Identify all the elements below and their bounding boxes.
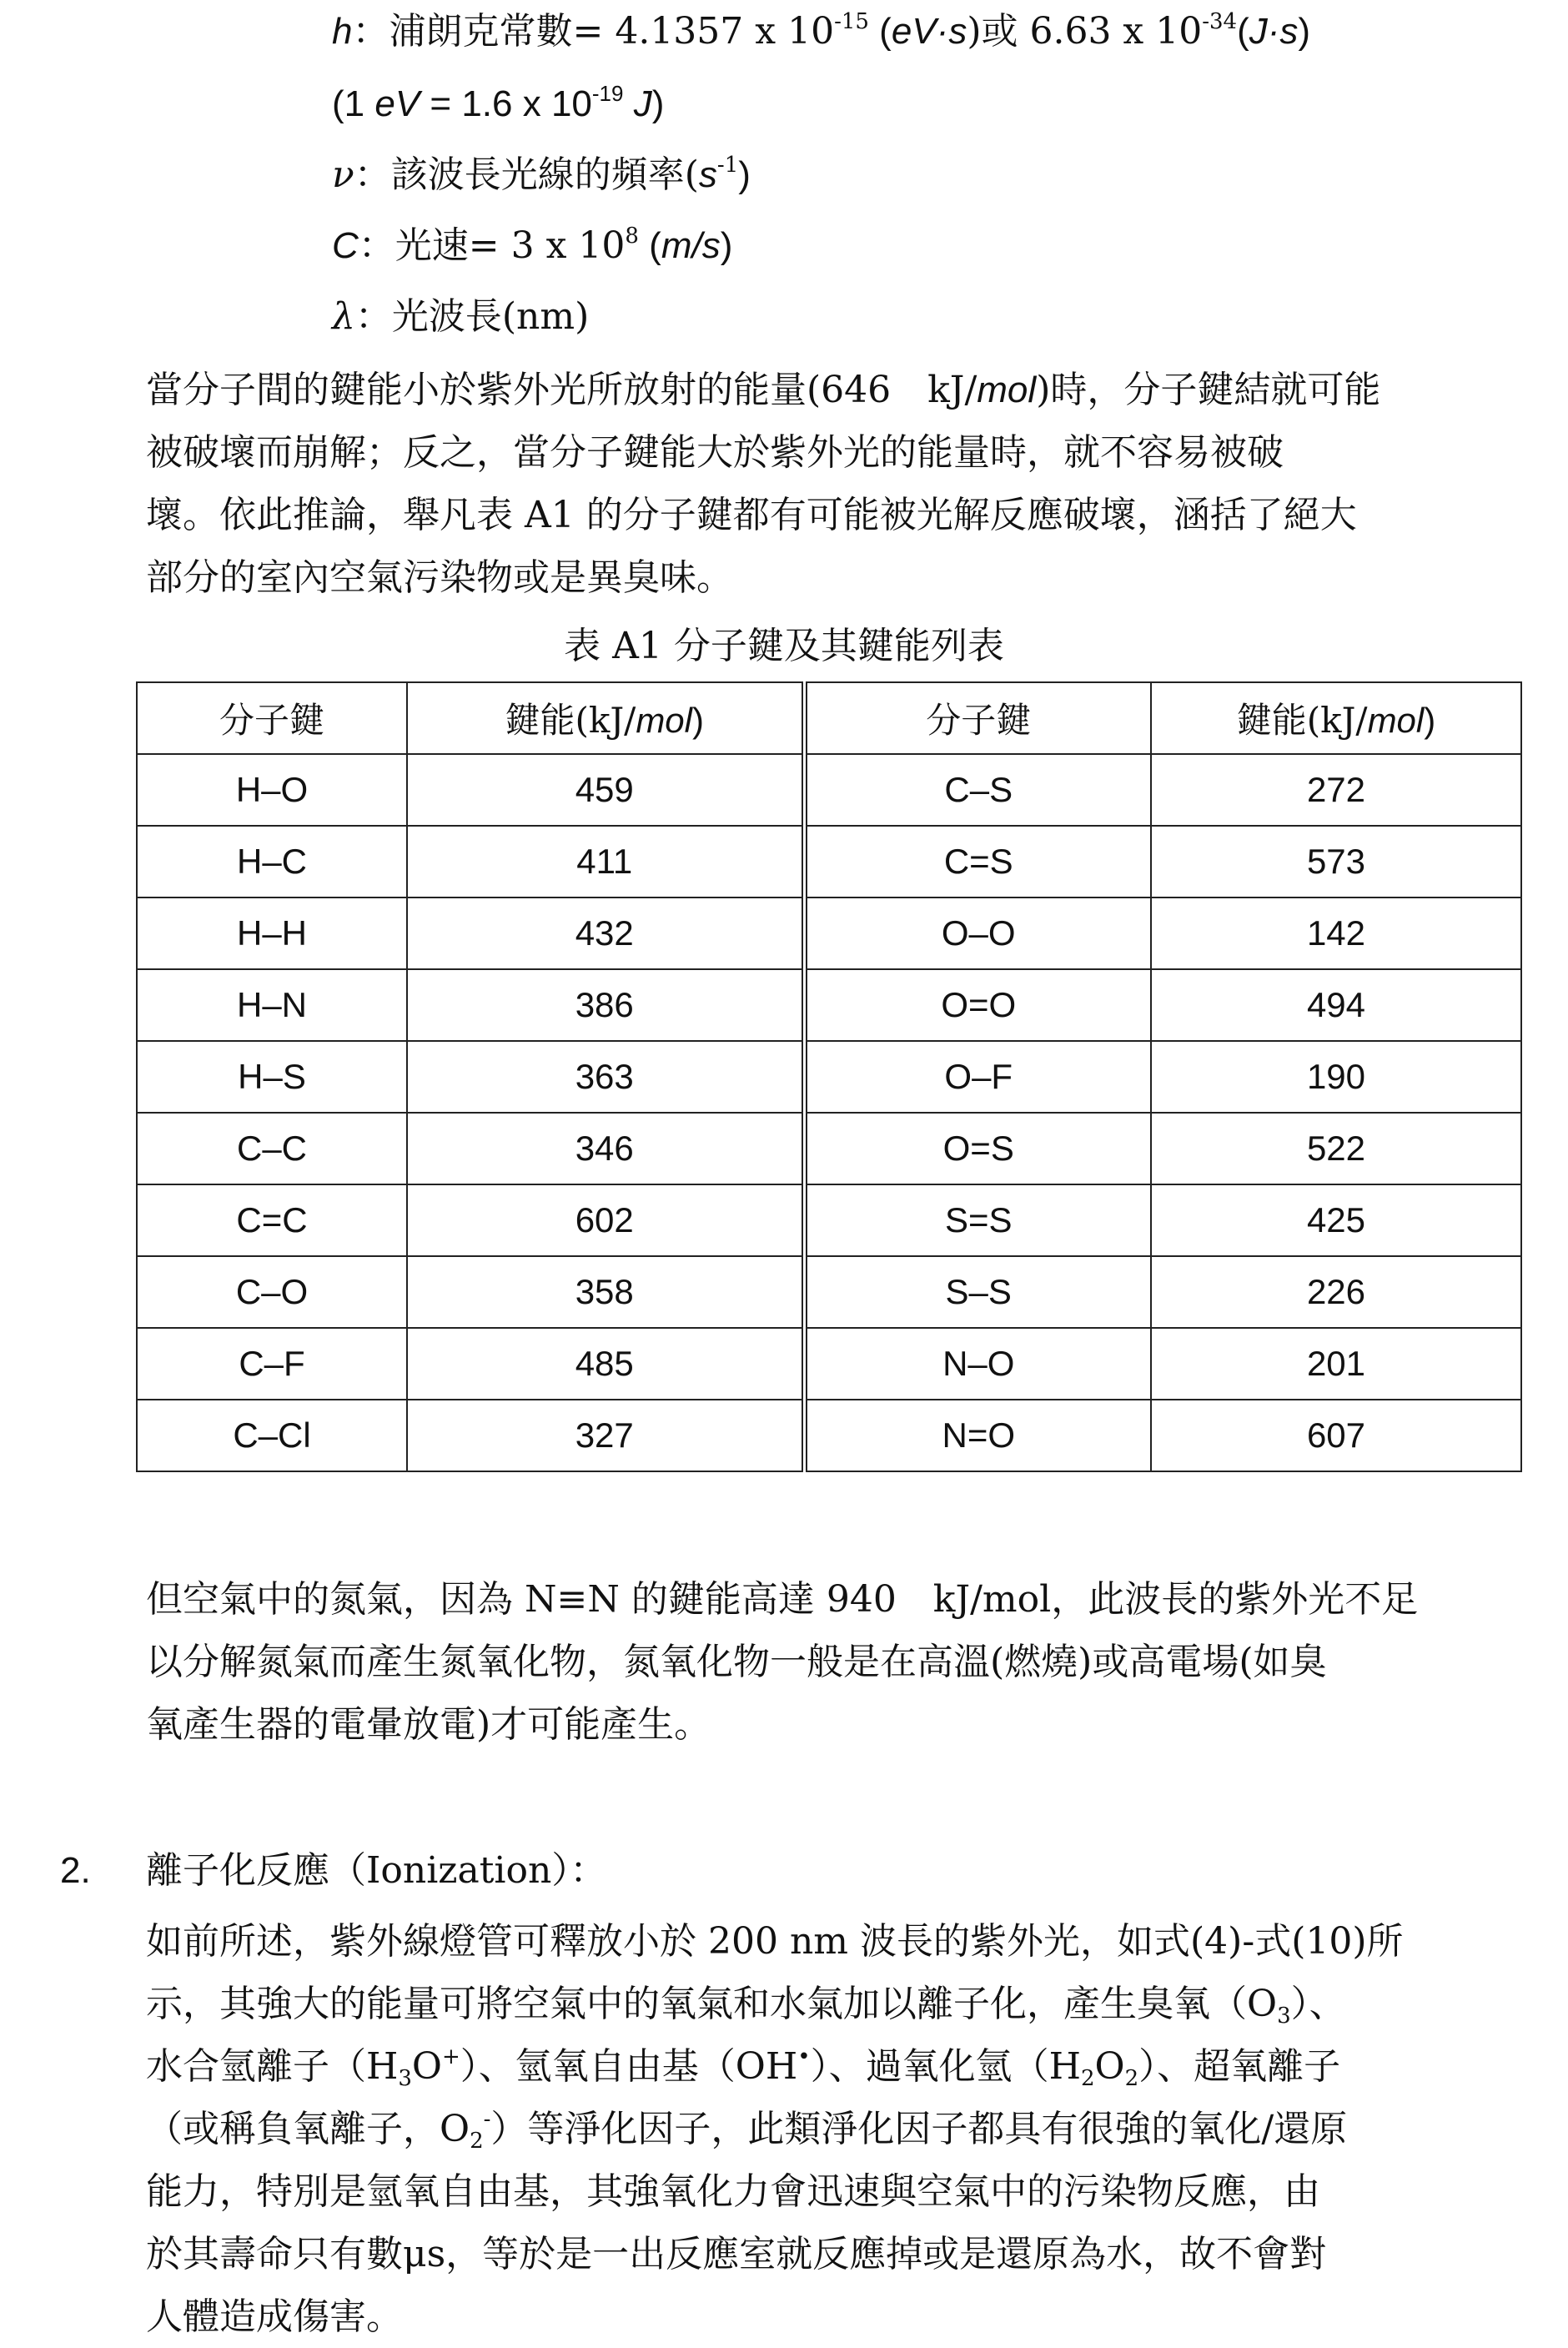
table-row [137,969,1521,1041]
bond-cell: H–O [137,754,407,826]
definition-h: h：浦朗克常數= 4.1357 x $10^{-15}$ (eV·s)或 6.63 x $10^{-34}(J\cdot s)$ [332,9,1311,53]
paragraph2-line1: 但空氣中的氮氣，因為 N≡N 的鍵能高達 940 kJ/mol，此波長的紫外光不足 [146,1578,1419,1621]
table-row [137,1113,1521,1184]
bond-cell: S=S [804,1184,1151,1256]
header-bond-right: 分子鍵 [804,682,1151,754]
header-bond-left: 分子鍵 [137,682,407,754]
table-row [137,1256,1521,1328]
bond-cell: H–S [137,1041,407,1113]
bond-cell: C–F [137,1328,407,1400]
energy-cell: 411 [407,826,804,897]
energy-cell: 494 [1151,969,1521,1041]
symbol-nu: ν [332,153,354,196]
section-number: 2. [60,1850,91,1891]
bond-cell: C–S [804,754,1151,826]
definition-ev: (1 eV = 1.6 x $10^{-19}$ J) [332,81,665,124]
paragraph1-line2: 被破壞而崩解；反之，當分子鍵能大於紫外光的能量時，就不容易被破 [146,431,1284,474]
bond-energy-table [136,681,1522,1472]
definition-c: C：光速= 3 x $10^8$ (m/s) [332,224,733,267]
bond-cell: O–F [804,1041,1151,1113]
bond-cell: C=S [804,826,1151,897]
table-row [137,1184,1521,1256]
bond-cell: H–C [137,826,407,897]
bond-cell: C–C [137,1113,407,1184]
energy-cell: 573 [1151,826,1521,897]
bond-cell: C–Cl [137,1400,407,1471]
definition-nu: ν：該波長光線的頻率$(s^{-1})$ [332,153,751,196]
energy-cell: 272 [1151,754,1521,826]
energy-cell: 346 [407,1113,804,1184]
table-row [137,1328,1521,1400]
paragraph2-line2: 以分解氮氣而產生氮氧化物，氮氧化物一般是在高溫(燃燒)或高電場(如臭 [146,1641,1327,1683]
section-title: 離子化反應（Ionization）： [146,1849,607,1892]
symbol-c: C [332,225,359,266]
paragraph1-line4: 部分的室內空氣污染物或是異臭味。 [146,556,733,599]
energy-cell: 201 [1151,1328,1521,1400]
bond-cell: N–O [804,1328,1151,1400]
energy-cell: 425 [1151,1184,1521,1256]
header-energy-right: 鍵能(kJ/mol) [1151,682,1521,754]
bond-cell: C=C [137,1184,407,1256]
paragraph3-line7: 人體造成傷害。 [146,2295,403,2338]
table-row [137,1400,1521,1471]
energy-cell: 459 [407,754,804,826]
bond-cell: N=O [804,1400,1151,1471]
energy-cell: 226 [1151,1256,1521,1328]
table-row [137,1041,1521,1113]
bond-cell: S–S [804,1256,1151,1328]
paragraph3-line5: 能力，特別是氫氧自由基，其強氧化力會迅速與空氣中的污染物反應，由 [146,2170,1320,2213]
definition-lambda: λ：光波長(nm) [332,295,590,338]
paragraph3-line1: 如前所述，紫外線燈管可釋放小於 200 nm 波長的紫外光，如式(4)-式(10)所 [146,1920,1404,1963]
paragraph1-line1: 當分子間的鍵能小於紫外光所放射的能量(646 kJ/mol)時，分子鍵結就可能 [146,369,1381,411]
bond-cell: O–O [804,897,1151,969]
energy-cell: 363 [407,1041,804,1113]
bond-cell: O=O [804,969,1151,1041]
energy-cell: 358 [407,1256,804,1328]
energy-cell: 485 [407,1328,804,1400]
table-header-row [137,682,1521,754]
table-caption: 表 A1 分子鍵及其鍵能列表 [564,625,1004,667]
energy-cell: 386 [407,969,804,1041]
energy-cell: 190 [1151,1041,1521,1113]
paragraph1-line3: 壞。依此推論，舉凡表 A1 的分子鍵都有可能被光解反應破壞，涵括了絕大 [146,494,1357,536]
energy-cell: 327 [407,1400,804,1471]
bond-cell: H–H [137,897,407,969]
energy-cell: 602 [407,1184,804,1256]
symbol-lambda: λ [332,295,355,338]
planck-constant-text: 浦朗克常數= 4.1357 x 10 [389,10,835,53]
table-row [137,897,1521,969]
paragraph2-line3: 氧產生器的電暈放電)才可能產生。 [146,1703,711,1746]
bond-cell: H–N [137,969,407,1041]
energy-cell: 142 [1151,897,1521,969]
paragraph3-line3: 水合氫離子$(H_3O^+)$、氫氧自由基（OH•）、過氧化氫$(H_2O_2)$、超氧離子 [146,2044,1341,2091]
table-row [137,826,1521,897]
bond-cell: O=S [804,1113,1151,1184]
paragraph3-line2: 示，其強大的能量可將空氣中的氧氣和水氣加以離子化，產生臭氧$(O_3)$、 [146,1983,1346,2029]
energy-cell: 522 [1151,1113,1521,1184]
energy-cell: 432 [407,897,804,969]
header-energy-left: 鍵能(kJ/mol) [407,682,804,754]
table-row [137,754,1521,826]
paragraph3-line6: 於其壽命只有數μs，等於是一出反應室就反應掉或是還原為水，故不會對 [146,2233,1327,2275]
paragraph3-line4: （或稱負氧離子，$O_2^-$）等淨化因子，此類淨化因子都具有很強的氧化/還原 [146,2107,1348,2154]
bond-cell: C–O [137,1256,407,1328]
energy-cell: 607 [1151,1400,1521,1471]
symbol-h: h [332,11,353,52]
